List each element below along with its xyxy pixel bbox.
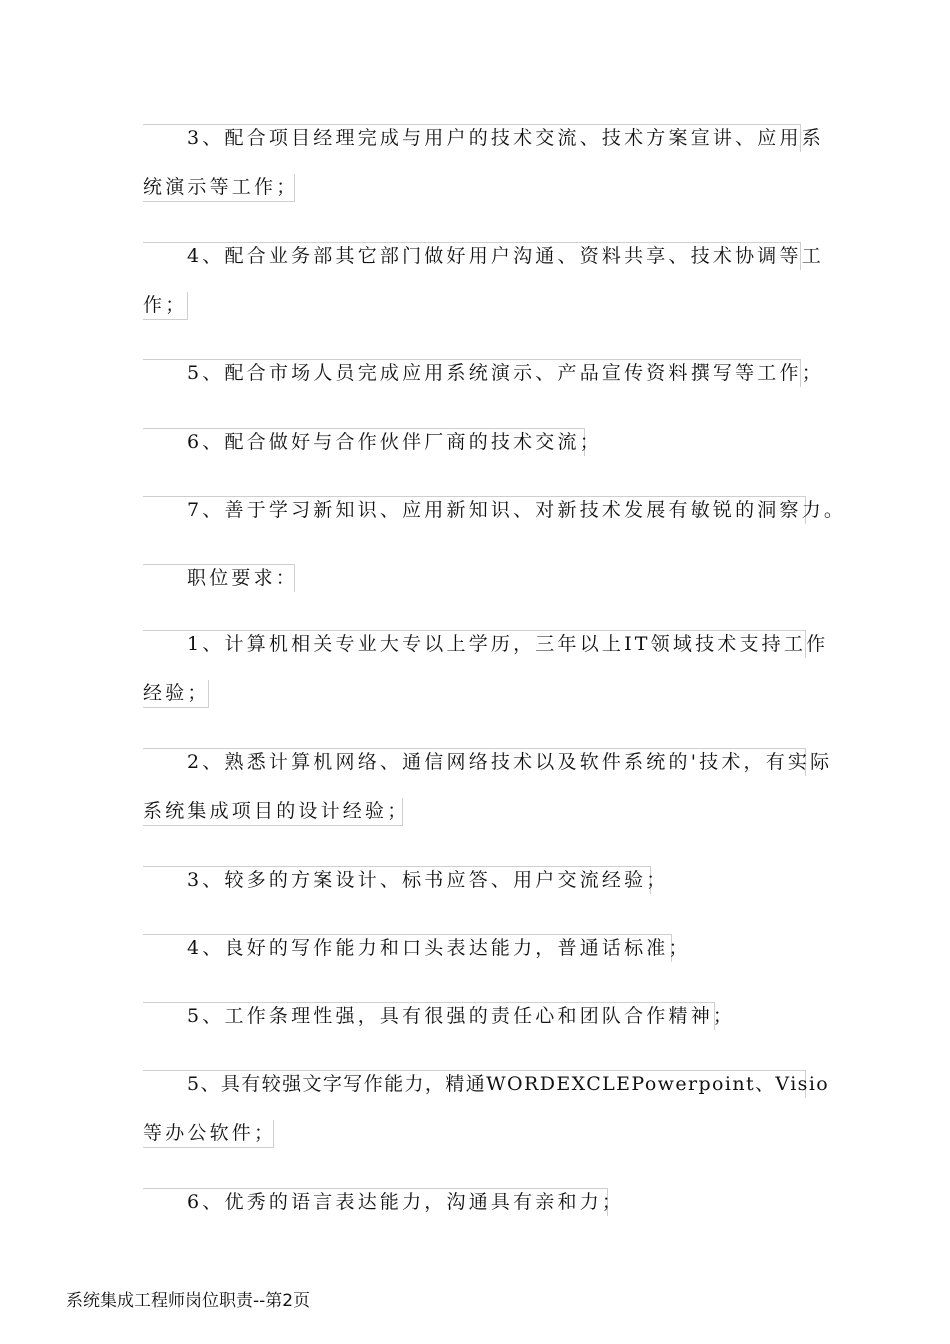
- paragraph-line: 5、具有较强文字写作能力，精通WORDEXCLEPowerpoint、Visio: [143, 1070, 806, 1098]
- page-footer: 系统集成工程师岗位职责--第2页: [66, 1291, 311, 1311]
- paragraph-line: 等办公软件；: [143, 1120, 274, 1148]
- paragraph-line: 作；: [143, 292, 188, 320]
- section-heading: 职位要求：: [143, 564, 295, 592]
- paragraph-line: 4、良好的写作能力和口头表达能力，普通话标准；: [143, 934, 672, 962]
- paragraph-line: 2、熟悉计算机网络、通信网络技术以及软件系统的'技术，有实际: [143, 748, 806, 776]
- paragraph-line: 3、较多的方案设计、标书应答、用户交流经验；: [143, 866, 651, 894]
- paragraph-line: 1、计算机相关专业大专以上学历，三年以上IT领域技术支持工作: [143, 630, 806, 658]
- paragraph-line: 6、优秀的语言表达能力，沟通具有亲和力；: [143, 1188, 608, 1216]
- paragraph-line: 4、配合业务部其它部门做好用户沟通、资料共享、技术协调等工: [143, 242, 801, 270]
- paragraph-line: 5、工作条理性强，具有很强的责任心和团队合作精神；: [143, 1002, 715, 1030]
- paragraph-line: 6、配合做好与合作伙伴厂商的技术交流；: [143, 428, 585, 456]
- paragraph-line: 系统集成项目的设计经验；: [143, 798, 403, 826]
- paragraph-line: 5、配合市场人员完成应用系统演示、产品宣传资料撰写等工作；: [143, 359, 801, 387]
- paragraph-line: 统演示等工作；: [143, 174, 295, 202]
- paragraph-line: 经验；: [143, 680, 209, 708]
- paragraph-line: 3、配合项目经理完成与用户的技术交流、技术方案宣讲、应用系: [143, 124, 801, 152]
- paragraph-line: 7、善于学习新知识、应用新知识、对新技术发展有敏锐的洞察力。: [143, 496, 806, 524]
